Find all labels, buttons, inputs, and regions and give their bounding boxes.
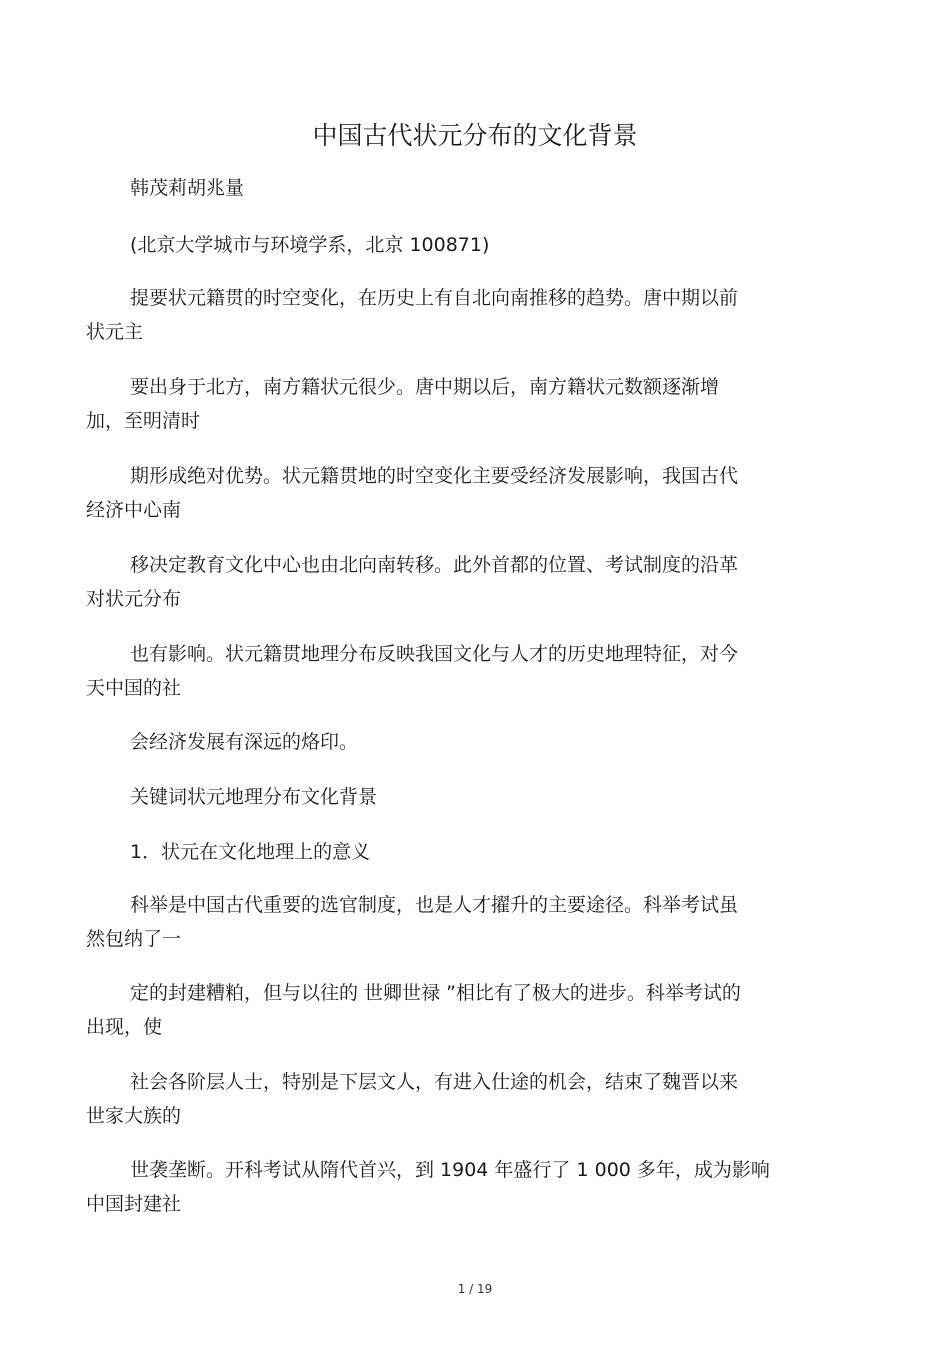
- body-line: 经济中心南: [86, 499, 182, 521]
- body-line: 期形成绝对优势。状元籍贯地的时空变化主要受经济发展影响，我国古代: [130, 465, 739, 487]
- body-line: 状元主: [86, 321, 144, 343]
- page-number: 1 / 19: [457, 1282, 493, 1296]
- body-line: 社会各阶层人士，特别是下层文人，有进入仕途的机会，结束了魏晋以来: [130, 1071, 739, 1093]
- body-line: 天中国的社: [86, 677, 182, 699]
- body-line: 世袭垄断。开科考试从隋代首兴，到 1904 年盛行了 1 000 多年，成为影响: [130, 1159, 770, 1181]
- body-line: 也有影响。状元籍贯地理分布反映我国文化与人才的历史地理特征，对今: [130, 643, 739, 665]
- body-line: 对状元分布: [86, 588, 182, 610]
- body-line: 加，至明清时: [86, 410, 201, 432]
- body-line: 定的封建糟粕，但与以往的 世卿世禄 ”相比有了极大的进步。科举考试的: [130, 982, 741, 1004]
- body-line: 出现，使: [86, 1016, 163, 1038]
- body-line: 中国封建社: [86, 1193, 182, 1215]
- body-line: 世家大族的: [86, 1105, 182, 1127]
- body-line: 移决定教育文化中心也由北向南转移。此外首都的位置、考试制度的沿革: [130, 554, 739, 576]
- affiliation-line: (北京大学城市与环境学系，北京 100871): [130, 234, 490, 256]
- body-line: 提要状元籍贯的时空变化，在历史上有自北向南推移的趋势。唐中期以前: [130, 287, 739, 309]
- body-line: 会经济发展有深远的烙印。: [130, 731, 359, 753]
- body-line: 科举是中国古代重要的选官制度，也是人才擢升的主要途径。科举考试虽: [130, 894, 739, 916]
- body-line: 要出身于北方，南方籍状元很少。唐中期以后，南方籍状元数额逐渐增: [130, 376, 720, 398]
- authors-line: 韩茂莉胡兆量: [130, 177, 245, 199]
- body-line: 然包纳了一: [86, 928, 182, 950]
- document-title: 中国古代状元分布的文化背景: [312, 121, 638, 150]
- keywords-line: 关键词状元地理分布文化背景: [130, 786, 378, 808]
- section-heading: 1．状元在文化地理上的意义: [130, 841, 371, 863]
